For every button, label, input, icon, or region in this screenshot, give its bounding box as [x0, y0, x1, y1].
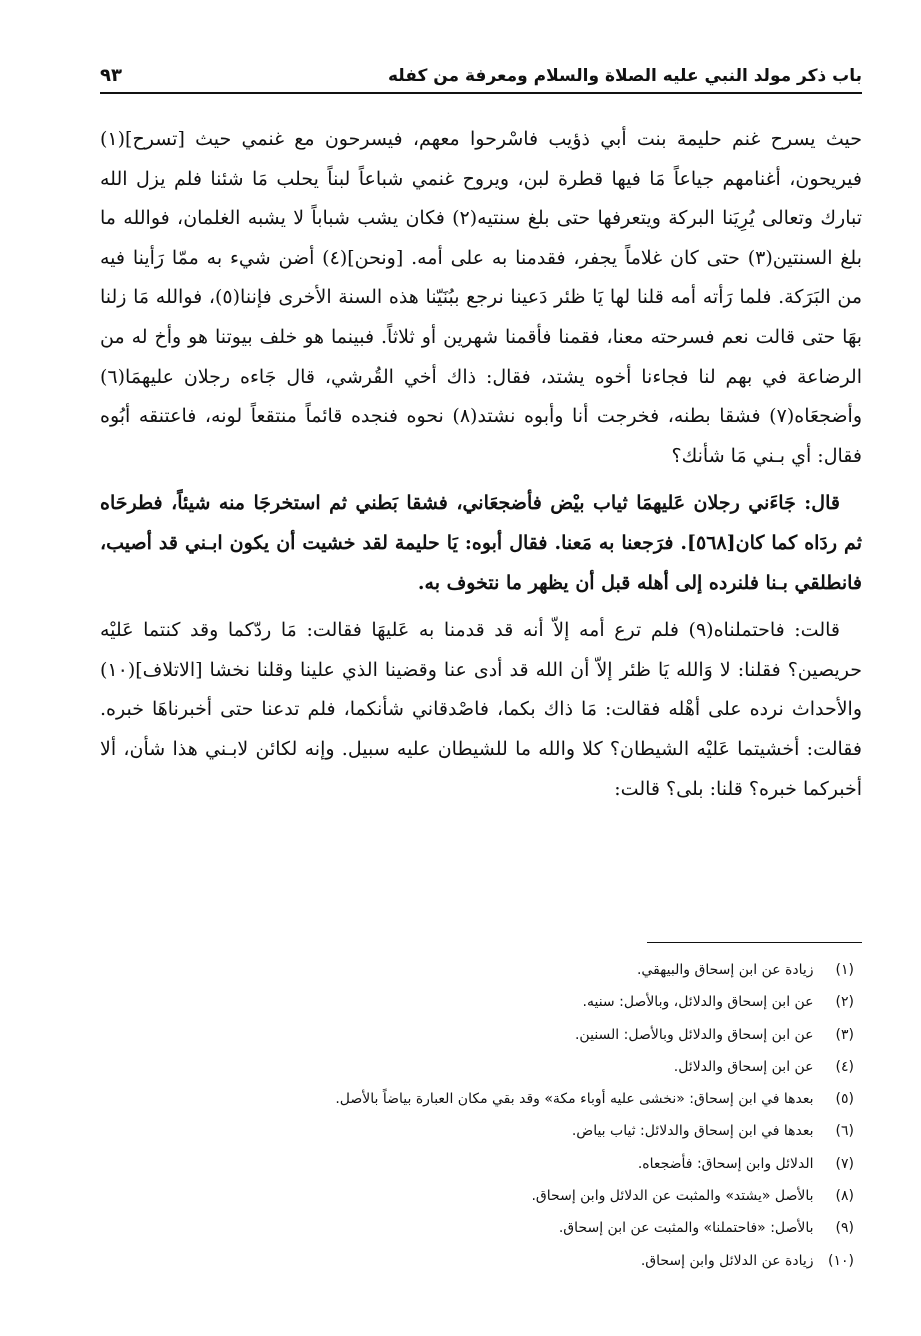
footnote-number: (٩): [835, 1220, 854, 1237]
footnote-separator: [647, 942, 862, 943]
paragraph: حيث يسرح غنم حليمة بنت أبي ذؤيب فاسْرحوا معهم، فيسرحون مع غنمي حيث [تسرح](١) فيريحون، أغنامهم جياعاً مَا فيها قطرة لبن، ويروح غنمي شباعاً لبناً يحلب مَا شئنا فلم يزل الله تبارك وتعالى يُرِيَنا البركة ويتعرفها حتى بلغ سنتيه(٢) فكان يشب شباباً لا يشبه الغلمان، فوالله ما بلغ السنتين(٣) حتى كان غلاماً يجفر، فقدمنا به على أمه. [ونحن](٤) أضن شيء به ممّا رَأينا فيه من البَرَكة. فلما رَأته أمه قلنا لها يَا ظئر دَعينا نرجع ببُنَيّنا هذه السنة الأخرى فإننا(٥)، فوالله مَا زلنا بهَا حتى قالت نعم فسرحته معنا، فقمنا فأقمنا شهرين أو ثلاثاً. فبينما هو خلف بيوتنا هو وأخ له من الرضاعة في بهم لنا فجاءنا أخوه يشتد، فقال: ذاك أخي القُرشي، قال جَاءه رجلان عليهمَا(٦) وأضجعَاه(٧) فشقا بطنه، فخرجت أنا وأبوه نشتد(٨) نحوه فنجده قائماً منتقعاً لونه، فاعتنقه أبُوه فقال: أي بـني مَا شأنك؟: [100, 128, 863, 467]
footnote-text: بالأصل «يشتد» والمثبت عن الدلائل وابن إسحاق.: [531, 1188, 814, 1205]
footnote: [92, 1051, 854, 1083]
footnote-text: الدلائل وابن إسحاق: فأضجعاه.: [637, 1155, 814, 1172]
footnote-text: عن ابن إسحاق والدلائل، وبالأصل: سنيه.: [582, 994, 814, 1011]
footnote-text: عن ابن إسحاق والدلائل وبالأصل: السنين.: [574, 1026, 814, 1043]
footnote-number: (٥): [835, 1091, 854, 1108]
footnote: [92, 1083, 854, 1115]
book-page: [100, 52, 863, 1269]
paragraph: قال: جَاءَني رجلان عَليهمَا ثياب بيْض فأضجعَاني، فشقا بَطني ثم استخرجَا منه شيئاً، فطرحَاه ثم ردَاه كما كان[٥٦٨]. فرَجعنا به مَعنا. فقال أبوه: يَا حليمة لقد خشيت أن يكون ابـني قد أصيب، فانطلقي بـنا فلنرده إلى أهله قبل أن يظهر ما نتخوف به.: [100, 492, 862, 594]
footnote: [92, 954, 854, 986]
paragraph: قالت: فاحتملناه(٩) فلم ترع أمه إلاّ أنه قد قدمنا به عَليهَا فقالت: مَا ردّكما وقد كنتما عَليْه حريصين؟ فقلنا: لا وَالله يَا ظئر إلاّ أن الله قد أدى عنا وقضينا الذي علينا وقلنا نخشا [الاتلاف](١٠) والأحداث نرده على أهْله فقالت: مَا ذاك بكما، فاصْدقاني شأنكما، فلم تدعنا حتى أخبرناهَا خبره. فقالت: أخشيتما عَليْه الشيطان؟ كلا والله ما للشيطان عليه سبيل. وإنه لكائن لابـني هذا شأن، ألا أخبركما خبره؟ قلنا: بلى؟ قالت:: [100, 619, 862, 800]
footnote-text: بعدها في ابن إسحاق: «نخشى عليه أوباء مكة» وقد بقي مكان العبارة بياضاً بالأصل.: [335, 1091, 814, 1108]
footnote: [92, 1245, 854, 1277]
footnote-number: (٣): [835, 1026, 854, 1043]
running-header: [100, 52, 862, 94]
footnote: [92, 1115, 854, 1147]
footnote-number: (٦): [835, 1123, 854, 1140]
main-text: [100, 120, 862, 809]
footnote: [92, 1148, 854, 1180]
footnote-number: (٧): [835, 1155, 854, 1172]
footnote: [92, 1019, 854, 1051]
footnote-text: بالأصل: «فاحتملنا» والمثبت عن ابن إسحاق.: [558, 1220, 814, 1237]
page-number: ٩٣: [100, 65, 122, 86]
footnote-number: (١٠): [828, 1252, 854, 1269]
footnote: [92, 1212, 854, 1244]
footnote: [92, 986, 854, 1018]
footnote-text: بعدها في ابن إسحاق والدلائل: ثياب بياض.: [571, 1123, 814, 1140]
footnote-number: (٢): [835, 994, 854, 1011]
footnote-number: (٤): [835, 1058, 854, 1075]
chapter-title: باب ذكر مولد النبي عليه الصلاة والسلام ومعرفة من كفله: [387, 66, 862, 86]
footnote-number: (١): [835, 962, 854, 978]
footnote: [92, 1180, 854, 1212]
footnote-number: (٨): [835, 1188, 854, 1205]
footnote-text: زيادة عن ابن إسحاق والبيهقي.: [636, 962, 814, 978]
footnote-text: عن ابن إسحاق والدلائل.: [673, 1058, 814, 1075]
footnote-text: زيادة عن الدلائل وابن إسحاق.: [640, 1252, 814, 1269]
footnotes-list: [92, 954, 862, 1277]
